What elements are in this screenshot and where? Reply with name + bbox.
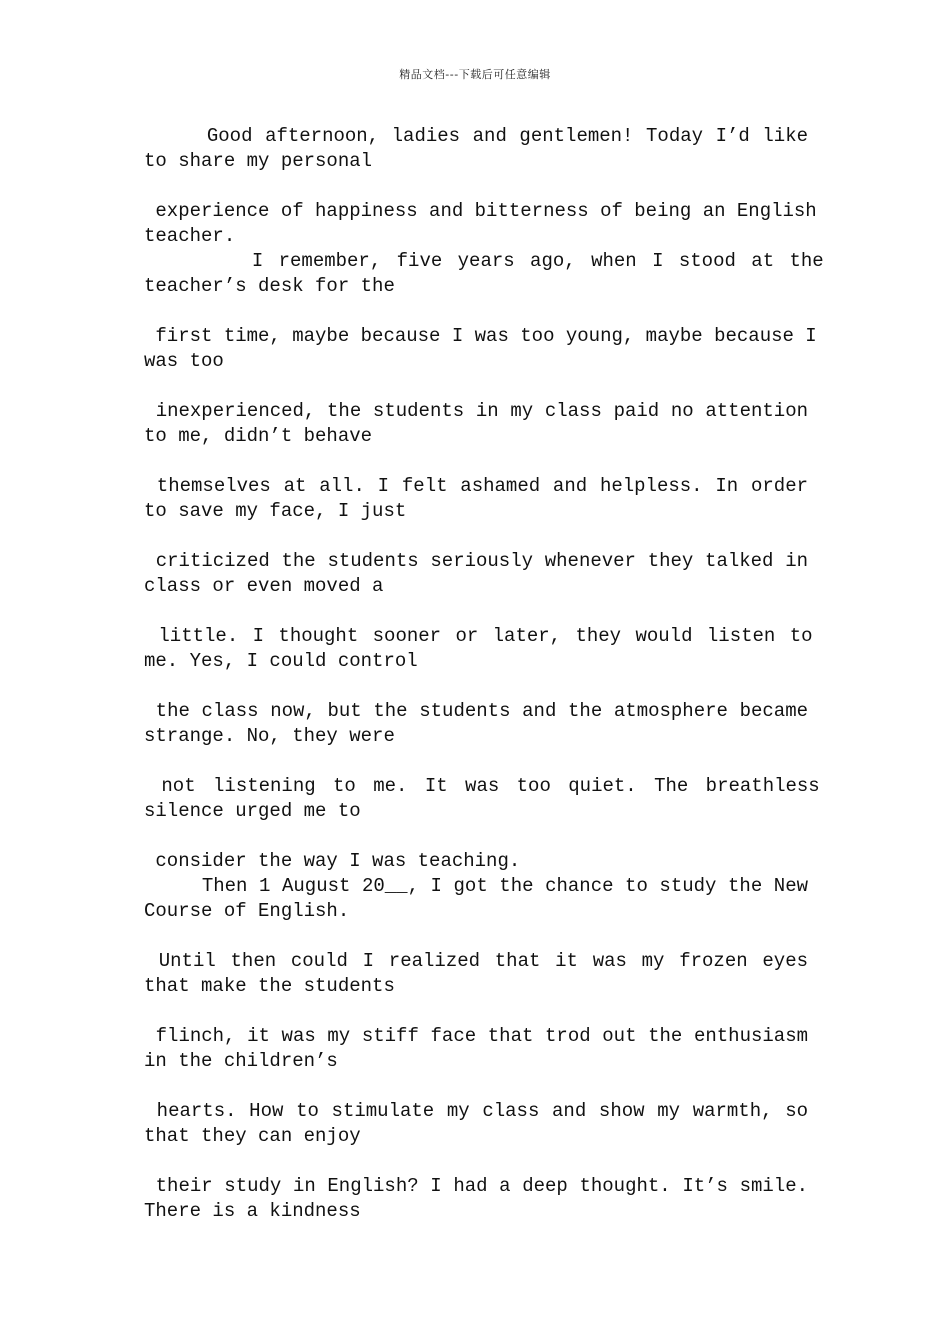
text-line: silence urged me to (144, 800, 361, 822)
text-line: to share my personal (144, 150, 373, 172)
text-line: Course of English. (144, 900, 350, 922)
paragraph (144, 699, 808, 749)
text-line: I remember, five years ago, when I stood at the (144, 250, 824, 272)
text-line: to save my face, I just (144, 500, 407, 522)
text-line: class or even moved a (144, 575, 384, 597)
text-line: There is a kindness (144, 1200, 361, 1222)
paragraph (144, 1099, 808, 1149)
text-line: Until then could I realized that it was my frozen eyes (144, 950, 808, 972)
text-line: first time, maybe because I was too young, maybe because I (144, 325, 817, 347)
text-line: in the children’s (144, 1050, 338, 1072)
paragraph (144, 474, 808, 524)
paragraph (144, 199, 817, 249)
paragraph (144, 874, 808, 924)
document-body (144, 124, 824, 1224)
text-line: inexperienced, the students in my class paid no attention (144, 400, 808, 422)
text-line: themselves at all. I felt ashamed and helpless. In order (144, 475, 808, 497)
text-line: hearts. How to stimulate my class and show my warmth, so (144, 1100, 808, 1122)
paragraph (144, 324, 817, 374)
text-line: criticized the students seriously whenever they talked in (144, 550, 808, 572)
text-line: their study in English? I had a deep thought. It’s smile. (144, 1175, 808, 1197)
paragraph (144, 1024, 808, 1074)
text-line: was too (144, 350, 224, 372)
paragraph (144, 624, 813, 674)
paragraph (144, 774, 820, 824)
paragraph (144, 1174, 808, 1224)
text-line: to me, didn’t behave (144, 425, 373, 447)
paragraph (144, 124, 808, 174)
text-line: consider the way I was teaching. (144, 850, 521, 872)
text-line: Then 1 August 20__, I got the chance to study the New (144, 875, 808, 897)
text-line: that make the students (144, 975, 395, 997)
text-line: little. I thought sooner or later, they would listen to (144, 625, 813, 647)
paragraph (144, 849, 808, 874)
page-header: 精品文档---下载后可任意编辑 (399, 68, 551, 81)
paragraph (144, 399, 808, 449)
text-line: Good afternoon, ladies and gentlemen! Today I’d like (144, 125, 808, 147)
text-line: experience of happiness and bitterness of being an English (144, 200, 817, 222)
text-line: teacher. (144, 225, 236, 247)
paragraph (144, 249, 824, 299)
paragraph (144, 949, 808, 999)
text-line: teacher’s desk for the (144, 275, 395, 297)
paragraph (144, 549, 808, 599)
text-line: strange. No, they were (144, 725, 395, 747)
text-line: flinch, it was my stiff face that trod out the enthusiasm (144, 1025, 808, 1047)
text-line: the class now, but the students and the atmosphere became (144, 700, 808, 722)
text-line: that they can enjoy (144, 1125, 361, 1147)
text-line: me. Yes, I could control (144, 650, 418, 672)
text-line: not listening to me. It was too quiet. The breathless (144, 775, 820, 797)
